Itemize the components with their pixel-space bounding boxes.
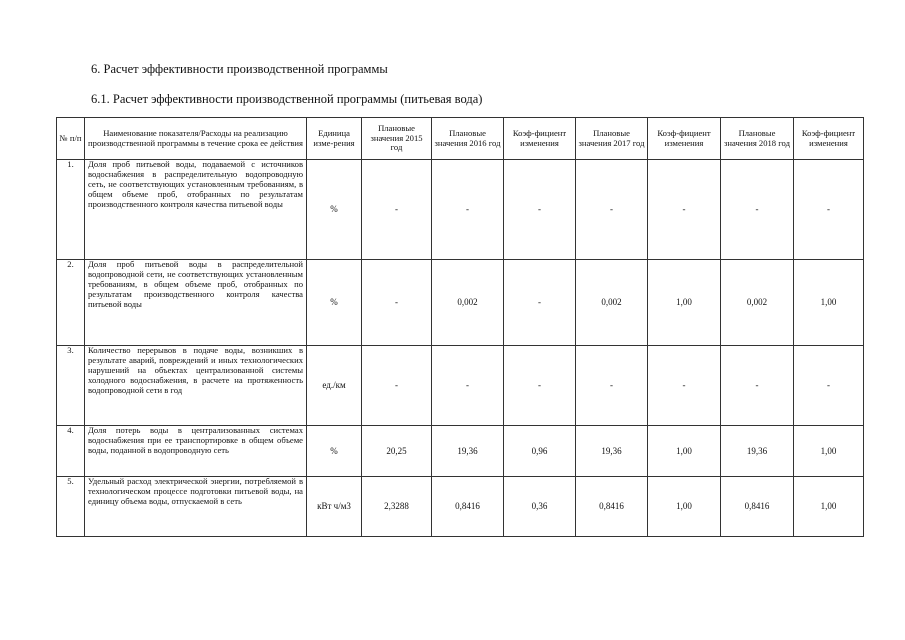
table-row xyxy=(57,160,864,260)
value-plan-2016: 0,002 xyxy=(432,260,504,346)
column-header-plan-2017: Плановые значения 2017 год xyxy=(576,118,648,160)
table-row xyxy=(57,426,864,477)
column-header-coef-2016: Коэф-фициент изменения xyxy=(504,118,576,160)
value-coef-2017: 1,00 xyxy=(648,426,721,477)
column-header-indicator: Наименование показателя/Расходы на реализацию производственной программы в течение срока ее действия xyxy=(85,118,307,160)
value-coef-2016: 0,96 xyxy=(504,426,576,477)
row-number: 3. xyxy=(57,346,85,426)
indicator-name: Доля потерь воды в централизованных системах водоснабжения при ее транспортировке в общем объеме воды, поданной в водопроводную сеть xyxy=(85,426,307,477)
value-coef-2016: - xyxy=(504,160,576,260)
value-plan-2017: - xyxy=(576,160,648,260)
value-plan-2015: - xyxy=(362,346,432,426)
value-plan-2015: - xyxy=(362,160,432,260)
unit-cell: % xyxy=(307,260,362,346)
value-coef-2016: 0,36 xyxy=(504,477,576,537)
value-plan-2017: 0,002 xyxy=(576,260,648,346)
column-header-coef-2018: Коэф-фициент изменения xyxy=(794,118,864,160)
column-header-coef-2017: Коэф-фициент изменения xyxy=(648,118,721,160)
value-coef-2018: 1,00 xyxy=(794,477,864,537)
section-heading: 6. Расчет эффективности производственной программы xyxy=(91,62,388,76)
table-header-row xyxy=(57,118,864,160)
table-row xyxy=(57,477,864,537)
value-coef-2017: - xyxy=(648,160,721,260)
row-number: 4. xyxy=(57,426,85,477)
value-plan-2017: 19,36 xyxy=(576,426,648,477)
value-coef-2018: - xyxy=(794,346,864,426)
value-plan-2015: - xyxy=(362,260,432,346)
unit-cell: ед./км xyxy=(307,346,362,426)
value-coef-2017: 1,00 xyxy=(648,477,721,537)
subsection-heading: 6.1. Расчет эффективности производственной программы (питьевая вода) xyxy=(91,92,483,106)
column-header-plan-2016: Плановые значения 2016 год xyxy=(432,118,504,160)
value-coef-2018: - xyxy=(794,160,864,260)
value-coef-2018: 1,00 xyxy=(794,260,864,346)
row-number: 5. xyxy=(57,477,85,537)
row-number: 2. xyxy=(57,260,85,346)
value-plan-2016: - xyxy=(432,346,504,426)
value-plan-2017: 0,8416 xyxy=(576,477,648,537)
value-plan-2016: - xyxy=(432,160,504,260)
table-row xyxy=(57,260,864,346)
indicator-name: Количество перерывов в подаче воды, возникших в результате аварий, повреждений и иных технологических нарушений на объектах централизованной системы холодного водоснабжения, в расчете на протяженность водопроводной сети в год xyxy=(85,346,307,426)
value-plan-2018: - xyxy=(721,346,794,426)
value-coef-2017: 1,00 xyxy=(648,260,721,346)
table-row xyxy=(57,346,864,426)
column-header-plan-2018: Плановые значения 2018 год xyxy=(721,118,794,160)
column-header-plan-2015: Плановые значения 2015 год xyxy=(362,118,432,160)
value-coef-2016: - xyxy=(504,346,576,426)
indicator-name: Удельный расход электрической энергии, потребляемой в технологическом процессе подготовки питьевой воды, на единицу объема воды, отпускаемой в сеть xyxy=(85,477,307,537)
unit-cell: кВт ч/м3 xyxy=(307,477,362,537)
column-header-unit: Единица изме-рения xyxy=(307,118,362,160)
value-plan-2018: 0,002 xyxy=(721,260,794,346)
value-plan-2016: 0,8416 xyxy=(432,477,504,537)
efficiency-table xyxy=(56,117,864,537)
value-coef-2017: - xyxy=(648,346,721,426)
row-number: 1. xyxy=(57,160,85,260)
value-plan-2016: 19,36 xyxy=(432,426,504,477)
unit-cell: % xyxy=(307,426,362,477)
value-plan-2018: 19,36 xyxy=(721,426,794,477)
value-plan-2017: - xyxy=(576,346,648,426)
value-coef-2018: 1,00 xyxy=(794,426,864,477)
indicator-name: Доля проб питьевой воды, подаваемой с источников водоснабжения в распределительную водопроводную сеть, не соответствующих установленным требованиям, в общем объеме проб, отобранных по результатам производственного контроля качества питьевой воды xyxy=(85,160,307,260)
unit-cell: % xyxy=(307,160,362,260)
value-plan-2018: - xyxy=(721,160,794,260)
value-plan-2015: 2,3288 xyxy=(362,477,432,537)
value-plan-2018: 0,8416 xyxy=(721,477,794,537)
indicator-name: Доля проб питьевой воды в распределительной водопроводной сети, не соответствующих установленным требованиям, в общем объеме проб, отобранных по результатам производственного контроля качества питьевой воды xyxy=(85,260,307,346)
value-plan-2015: 20,25 xyxy=(362,426,432,477)
value-coef-2016: - xyxy=(504,260,576,346)
column-header-num: № п/п xyxy=(57,118,85,160)
